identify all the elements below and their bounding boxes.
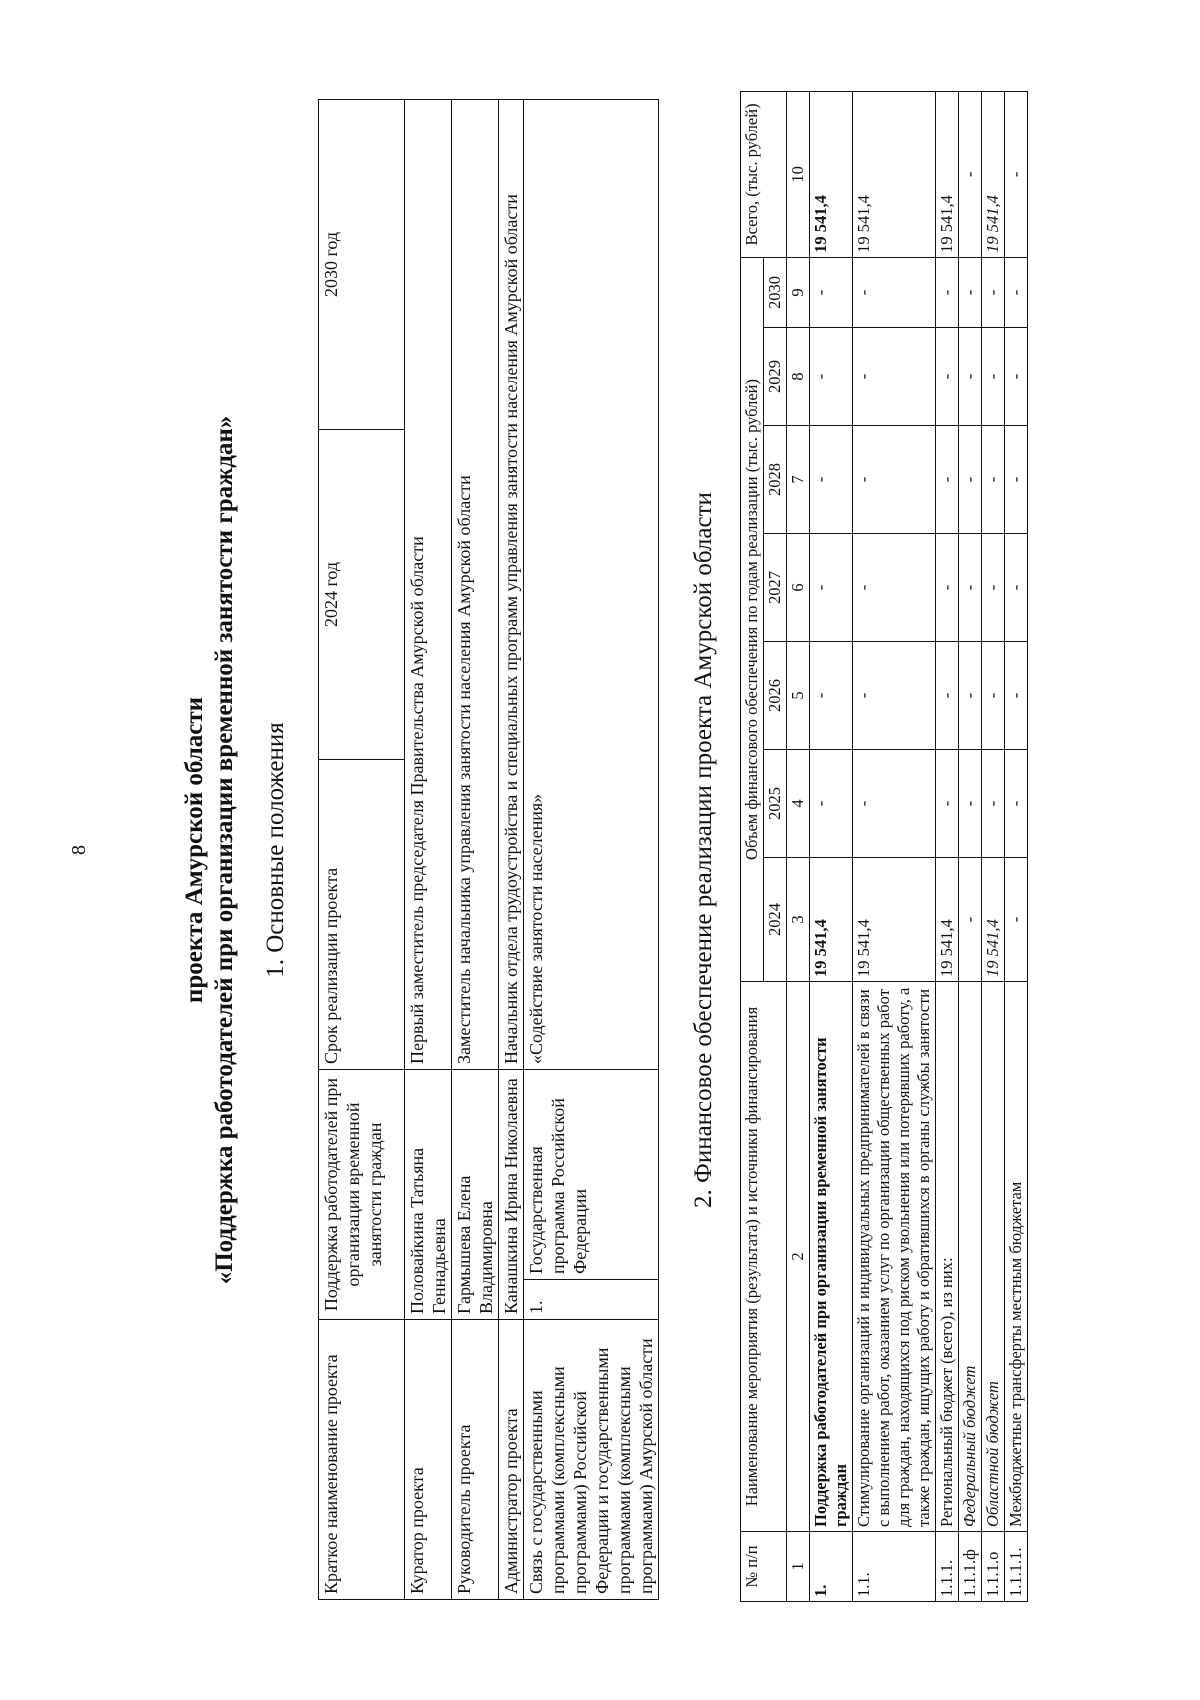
section1-heading: 1. Основные положения <box>262 722 289 978</box>
year-header-2024: 2024 <box>764 858 787 982</box>
row-value-2029: - <box>853 328 936 426</box>
row-value-2028: - <box>982 426 1005 534</box>
row-total: 19 541,4 <box>936 91 959 257</box>
table-row <box>853 91 936 1601</box>
row-value-2028: - <box>853 426 936 534</box>
row-number: 1.1. <box>853 1532 936 1602</box>
row-value-2028: - <box>1005 426 1028 534</box>
row-value-2025: - <box>982 750 1005 858</box>
row-value-2026: - <box>1005 642 1028 750</box>
admin-label: Администратор проекта <box>499 1320 524 1600</box>
period-label: Срок реализации проекта <box>319 760 405 1070</box>
col-header-volume: Объем финансового обеспечения по годам реализации (тыс. рублей) <box>741 257 764 981</box>
period-start: 2024 год <box>319 430 405 760</box>
admin-name: Канашкина Ирина Николаевна <box>499 1070 524 1320</box>
row-value-2028: - <box>959 426 982 534</box>
short-name-value: Поддержка работодателей при организации временной занятости граждан <box>319 1070 405 1320</box>
row-value-2024: - <box>1005 858 1028 982</box>
row-total: 19 541,4 <box>853 91 936 257</box>
row-value-2030: - <box>959 257 982 327</box>
row-total: - <box>1005 91 1028 257</box>
row-number: 1.1.1.ф <box>959 1532 982 1602</box>
leader-label: Руководитель проекта <box>452 1320 499 1600</box>
row-value-2026: - <box>982 642 1005 750</box>
year-header-2027: 2027 <box>764 534 787 642</box>
row-value-2025: - <box>936 750 959 858</box>
row-value-2026: - <box>959 642 982 750</box>
column-index: 10 <box>787 91 810 257</box>
row-value-2028: - <box>936 426 959 534</box>
col-header-num: № п/п <box>741 1532 787 1602</box>
section2-heading: 2. Финансовое обеспечение реализации проекта Амурской области <box>690 492 717 1208</box>
row-value-2024: 19 541,4 <box>982 858 1005 982</box>
col-header-name: Наименование мероприятия (результата) и источники финансирования <box>741 982 787 1532</box>
row-value-2025: - <box>810 750 853 858</box>
column-index-row <box>787 91 810 1601</box>
row-value-2026: - <box>936 642 959 750</box>
row-value-2030: - <box>936 257 959 327</box>
table-row <box>982 91 1005 1601</box>
column-index: 9 <box>787 257 810 327</box>
year-header-2028: 2028 <box>764 426 787 534</box>
row-value-2030: - <box>810 257 853 327</box>
row-value-2027: - <box>1005 534 1028 642</box>
column-index: 6 <box>787 534 810 642</box>
document-title <box>180 0 240 1700</box>
row-number: 1.1.1. <box>936 1532 959 1602</box>
row-value-2024: 19 541,4 <box>810 858 853 982</box>
year-header-2029: 2029 <box>764 328 787 426</box>
column-index: 2 <box>787 982 810 1532</box>
year-header-2026: 2026 <box>764 642 787 750</box>
row-value-2026: - <box>853 642 936 750</box>
period-end: 2030 год <box>319 100 405 430</box>
row-value-2027: - <box>959 534 982 642</box>
title-line-2: «Поддержка работодателей при организации временной занятости граждан» <box>211 415 238 1285</box>
row-value-2027: - <box>982 534 1005 642</box>
row-value-2026: - <box>810 642 853 750</box>
row-value-2029: - <box>1005 328 1028 426</box>
row-value-2029: - <box>810 328 853 426</box>
row-value-2024: 19 541,4 <box>853 858 936 982</box>
admin-position: Начальник отдела трудоустройства и специальных программ управления занятости населения Амурской области <box>499 100 524 1070</box>
row-value-2028: - <box>810 426 853 534</box>
program-link-name: «Содействие занятости населения» <box>524 100 659 1070</box>
row-name: Межбюджетные трансферты местным бюджетам <box>1005 982 1028 1532</box>
row-value-2025: - <box>853 750 936 858</box>
curator-position: Первый заместитель председателя Правительства Амурской области <box>405 100 452 1070</box>
row-name: Стимулирование организаций и индивидуальных предпринимателей в связи с выполнением работ, оказанием услуг по организации общественных работ для граждан, находящихся под риском увольнения или потерявших работу, а также граждан, ищущих работу и обратившихся в органы службы занятости <box>853 982 936 1532</box>
table-row <box>810 91 853 1601</box>
curator-label: Куратор проекта <box>405 1320 452 1600</box>
row-name: Региональный бюджет (всего), из них: <box>936 982 959 1532</box>
row-value-2027: - <box>810 534 853 642</box>
program-link-number: 1. <box>524 1280 659 1320</box>
leader-position: Заместитель начальника управления занятости населения Амурской области <box>452 100 499 1070</box>
short-name-label: Краткое наименование проекта <box>319 1320 405 1600</box>
title-line-1: проекта Амурской области <box>181 696 208 1004</box>
col-header-total: Всего, (тыс. рублей) <box>741 91 787 257</box>
page-number: 8 <box>68 845 90 855</box>
year-header-2025: 2025 <box>764 750 787 858</box>
row-value-2027: - <box>853 534 936 642</box>
row-value-2024: 19 541,4 <box>936 858 959 982</box>
row-name: Поддержка работодателей при организации временной занятости граждан <box>810 982 853 1532</box>
row-name: Федеральный бюджет <box>959 982 982 1532</box>
row-value-2030: - <box>982 257 1005 327</box>
table-row <box>959 91 982 1601</box>
row-number: 1.1.1.о <box>982 1532 1005 1602</box>
row-value-2030: - <box>853 257 936 327</box>
column-index: 1 <box>787 1532 810 1602</box>
row-value-2025: - <box>1005 750 1028 858</box>
curator-name: Половайкина Татьяна Геннадьевна <box>405 1070 452 1320</box>
column-index: 5 <box>787 642 810 750</box>
program-link-label: Связь с государственными программами (комплексными программами) Российской Федерации и государственными программами (комплексными программами) Амурской области <box>524 1320 659 1600</box>
row-value-2025: - <box>959 750 982 858</box>
column-index: 3 <box>787 858 810 982</box>
row-number: 1. <box>810 1532 853 1602</box>
row-value-2030: - <box>1005 257 1028 327</box>
column-index: 7 <box>787 426 810 534</box>
program-link-program: Государственная программа Российской Федерации <box>524 1070 659 1280</box>
row-value-2027: - <box>936 534 959 642</box>
table-row <box>1005 91 1028 1601</box>
row-value-2029: - <box>959 328 982 426</box>
table-row <box>936 91 959 1601</box>
row-value-2024: - <box>959 858 982 982</box>
row-name: Областной бюджет <box>982 982 1005 1532</box>
basic-provisions-table <box>318 99 659 1600</box>
row-total: 19 541,4 <box>982 91 1005 257</box>
year-header-2030: 2030 <box>764 257 787 327</box>
column-index: 4 <box>787 750 810 858</box>
row-total: - <box>959 91 982 257</box>
row-value-2029: - <box>936 328 959 426</box>
row-number: 1.1.1.1. <box>1005 1532 1028 1602</box>
row-value-2029: - <box>982 328 1005 426</box>
column-index: 8 <box>787 328 810 426</box>
financing-table <box>740 91 1028 1602</box>
leader-name: Гармышева Елена Владимировна <box>452 1070 499 1320</box>
row-total: 19 541,4 <box>810 91 853 257</box>
